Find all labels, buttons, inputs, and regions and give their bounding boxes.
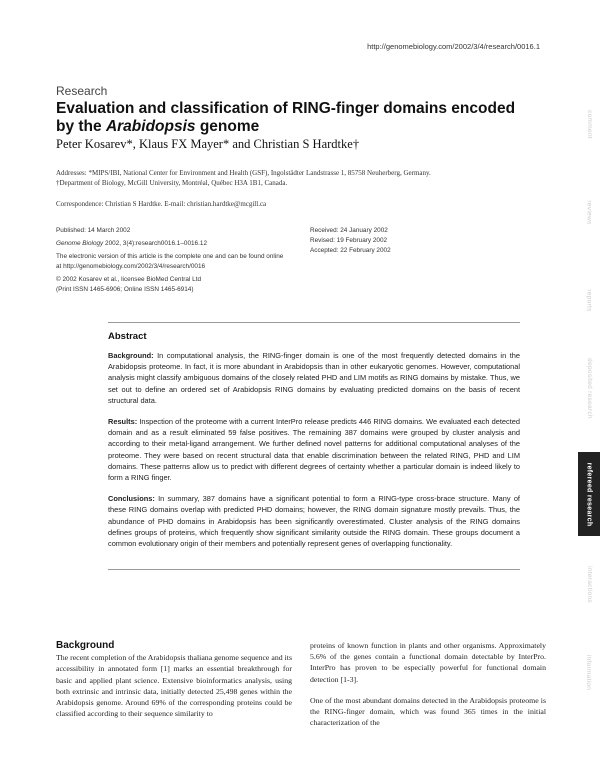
tab-label: information — [585, 654, 593, 690]
address-line-1: Addresses: *MIPS/IBI, National Center for Environment and Health (GSF), Ingolstädter Landstrasse 1, 85758 Neuherberg, Germany. — [56, 169, 431, 177]
abstract-results — [108, 416, 520, 483]
correspondence: Correspondence: Christian S Hardtke. E-mail: christian.hardtke@mcgill.ca — [56, 200, 267, 208]
citation-journal: Genome Biology — [56, 240, 104, 247]
tab-label: reviews — [585, 199, 593, 225]
tab-refereed-research[interactable] — [578, 452, 600, 536]
body-column-right — [310, 640, 546, 738]
body-column-left — [56, 640, 292, 729]
abstract-background — [108, 350, 520, 406]
section-label: Research — [56, 84, 108, 98]
tab-label: deposited research — [585, 357, 593, 419]
article-url[interactable]: http://genomebiology.com/2002/3/4/research/0016.1 — [367, 42, 540, 51]
revised-date: Revised: 19 February 2002 — [310, 237, 388, 244]
publication-info — [56, 226, 286, 298]
electronic-version-note: The electronic version of this article is the complete one and can be found online at http://genomebiology.com/2002/3/4/research/0016 — [56, 253, 284, 270]
tab-deposited-research[interactable] — [578, 348, 600, 428]
results-text: Inspection of the proteome with a current InterPro release predicts 446 RING domains. We evaluated each detected domain and as a result eliminated 59 false positives. The remaining 387 domains were grouped by cluster analysis and according to their metal-ligand arrangement. We further defined novel patterns for additional computational analyses of the proteome. They were based on recent structural data that enable discrimination between the related RING, PHD and LIM domains. These patterns allow us to predict with different degrees of certainty whether a particular domain is indeed likely to form a RING finger. — [108, 417, 520, 483]
citation — [56, 239, 286, 249]
background-text: In computational analysis, the RING-finger domain is one of the most frequently detected domains in the Arabidopsis proteome. In fact, it is more abundant in Arabidopsis than in other eukaryotic genomes. However, computational analysis might classify ambiguous domains of the closely related PHD and LIM motifs as RING domains by mistake. Thus, we set out to define an ordered set of Arabidopsis RING domains by evaluating predicted domains on the basis of recent structural data. — [108, 351, 520, 405]
article-title — [56, 100, 526, 136]
tab-label: refereed research — [585, 462, 593, 526]
tab-reviews[interactable] — [578, 172, 600, 252]
published-date: Published: 14 March 2002 — [56, 227, 131, 234]
body-paragraph: proteins of known function in plants and other organisms. Approximately 5.6% of the genes contain a functional domain detectable by InterPro. InterPro has proven to be especially powerful for functional domain detection [1-3]. — [310, 641, 546, 684]
address-line-2: †Department of Biology, McGill University, Montréal, Québec H3A 1B1, Canada. — [56, 179, 288, 187]
background-heading: Background — [56, 640, 115, 651]
body-paragraph: One of the most abundant domains detected in the Arabidopsis proteome is the RING-finger domain, which was found 365 times in the initial characterization of the — [310, 695, 546, 728]
tab-information[interactable] — [578, 632, 600, 712]
conclusions-label: Conclusions: — [108, 494, 155, 504]
section-sidebar — [578, 84, 600, 781]
tab-label: interactions — [585, 565, 593, 603]
received-date: Received: 24 January 2002 — [310, 227, 388, 234]
results-label: Results: — [108, 417, 138, 427]
body-paragraph: The recent completion of the Arabidopsis thaliana genome sequence and its accessibility in annotated form [1] marks an essential breakthrough for basic and applied plant science. Extensive bioinformatics analysis, using both extrinsic and intrinsic data, initially detected 25,498 genes within the Arabidopsis genome. Around 69% of the corresponding proteins could be classified according to their sequence similarity to — [56, 653, 292, 719]
title-part-1: Evaluation and classification of RING-finger domains encoded by the — [56, 100, 516, 135]
background-label: Background: — [108, 351, 154, 360]
tab-interactions[interactable] — [578, 544, 600, 624]
author-list: Peter Kosarev*, Klaus FX Mayer* and Christian S Hardtke† — [56, 137, 360, 151]
citation-rest: 2002, 3(4):research0016.1–0016.12 — [103, 240, 207, 247]
tab-comment[interactable] — [578, 84, 600, 164]
tab-label: reports — [585, 288, 593, 312]
copyright — [56, 275, 286, 295]
accepted-date: Accepted: 22 February 2002 — [310, 247, 391, 254]
issn-line: (Print ISSN 1465-6906; Online ISSN 1465-6914) — [56, 286, 194, 293]
title-italic: Arabidopsis — [105, 118, 196, 135]
tab-reports[interactable] — [578, 260, 600, 340]
tab-label: comment — [585, 109, 593, 139]
copyright-line: © 2002 Kosarev et al., licensee BioMed Central Ltd — [56, 276, 202, 283]
received-dates — [310, 226, 391, 256]
conclusions-text: In summary, 387 domains have a significant potential to form a RING-type cross-brace structure. Many of these RING domains overlap with predicted PHD domains; however, the RING domain signature mostly prevails. Thus, the abundance of PHD domains in Arabidopsis has been significantly overestimated. Cluster analysis of the RING domains defines groups of proteins, which frequently show significant similarity outside the RING domain. These groups document a common evolutionary origin of their members and potentially represent genes of overlapping functionality. — [108, 494, 520, 549]
abstract-heading: Abstract — [108, 331, 147, 342]
title-part-2: genome — [195, 118, 260, 135]
abstract-conclusions — [108, 493, 520, 549]
abstract-box — [108, 322, 520, 570]
